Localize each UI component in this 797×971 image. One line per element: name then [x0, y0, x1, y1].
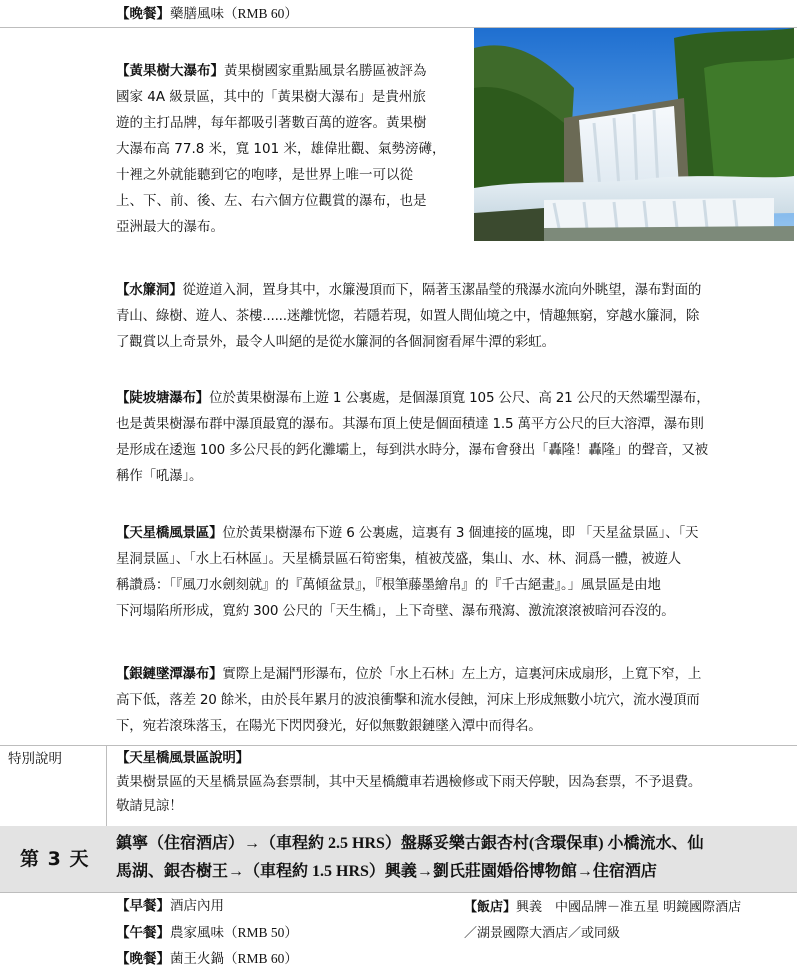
breakfast-value: 酒店內用: [170, 898, 224, 914]
row-divider: [0, 892, 797, 893]
hotel-line2: ／湖景國際大酒店／或同級: [464, 926, 621, 941]
hotel-line1: 興義 中國品牌－准五星 明鏡國際酒店: [516, 900, 742, 915]
text-line: 十裡之外就能聽到它的咆哮，是世界上唯一可以從: [116, 167, 413, 183]
text-line: 大瀑布高 77.8 米，寬 101 米，雄偉壯觀、氣勢滂礡，: [116, 141, 446, 157]
text-line: 稱讚爲：「『風刀水劍刻就』的『萬傾盆景』，『根筆藤墨繪帛』的『千古絕畫』。」風景區是由地: [116, 577, 661, 593]
text-line: 從遊道入洞，置身其中，水簾漫頂而下，隔著玉潔晶瑩的飛瀑水流向外眺望，瀑布對面的: [182, 282, 702, 298]
doupotang-paragraph: [116, 385, 792, 489]
text-line: 黃果樹國家重點風景名勝區被評為: [224, 63, 427, 79]
yinlianzhuitan-title: 【銀鏈墜潭瀑布】: [116, 666, 223, 682]
huangguoshu-title: 【黃果樹大瀑布】: [116, 63, 224, 79]
doupotang-title: 【陡坡塘瀑布】: [116, 390, 210, 406]
dinner-row: [116, 947, 298, 971]
special-note-content: [116, 746, 792, 818]
route-line: 鎮寧（住宿酒店）→（車程約 2.5 HRS）盤縣妥樂古銀杏村(含環保車) 小橋流水、仙: [116, 835, 704, 852]
day3-route: [116, 830, 792, 886]
dinner-label: 【晚餐】: [116, 951, 170, 967]
text-line: 遊的主打品牌，每年都吸引著數百萬的遊客。黃果樹: [116, 115, 427, 131]
huangguoshu-waterfall-photo: [474, 28, 794, 241]
tianxingqiao-title: 【天星橋風景區】: [116, 525, 223, 541]
text-line: 實際上是漏鬥形瀑布，位於「水上石林」左上方，這裏河床成扇形，上寬下窄，上: [222, 666, 702, 682]
breakfast-label: 【早餐】: [116, 898, 170, 914]
hotel-info: [464, 895, 741, 947]
text-line: 稱作「吼瀑」。: [116, 468, 203, 484]
text-line: 星洞景區」、「水上石林區」。天星橋景區石筍密集，植被茂盛，集山、水、林、洞爲一體，被遊人: [116, 551, 681, 567]
text-line: 下河塌陷所形成，寬約 300 公尺的「天生橋」，上下奇壁、瀑布飛瀉、激流滾滾被暗河吞沒的。: [116, 603, 675, 619]
lunch-label: 【午餐】: [116, 925, 170, 941]
lunch-row: [116, 921, 298, 945]
text-line: 位於黃果樹瀑布上遊 1 公裏處，是個瀑頂寬 105 公尺、高 21 公尺的天然壩型瀑布，: [209, 390, 710, 406]
lunch-value: 農家風味（RMB 50）: [170, 925, 298, 940]
dinner-value: 藥膳風味（RMB 60）: [170, 6, 298, 21]
special-note-title: 【天星橋風景區說明】: [116, 750, 249, 766]
text-line: 敬請見諒！: [116, 798, 183, 814]
shuiliandong-paragraph: [116, 277, 792, 355]
column-divider: [106, 745, 107, 826]
shuiliandong-title: 【水簾洞】: [116, 282, 183, 298]
dinner-label: 【晚餐】: [116, 6, 170, 22]
special-note-label: 特別說明: [8, 751, 62, 767]
day3-header-row: [0, 826, 797, 892]
text-line: 位於黃果樹瀑布下遊 6 公裏處，這裏有 3 個連接的區塊，即 「天星盆景區」、「天: [222, 525, 699, 541]
yinlianzhuitan-paragraph: [116, 661, 792, 739]
day3-label: 第 3 天: [20, 848, 90, 870]
breakfast-row: [116, 895, 224, 918]
text-line: 亞洲最大的瀑布。: [116, 219, 224, 235]
route-line: 馬湖、銀杏樹王→（車程約 1.5 HRS）興義→劉氏莊園婚俗博物館→住宿酒店: [116, 863, 657, 880]
text-line: 國家 4A 級景區，其中的「黃果樹大瀑布」是貴州旅: [116, 89, 426, 105]
text-line: 下，宛若滾珠落玉，在陽光下閃閃發光，好似無數銀鏈墜入潭中而得名。: [116, 718, 542, 734]
huangguoshu-paragraph: [116, 58, 466, 240]
text-line: 也是黃果樹瀑布群中瀑頂最寬的瀑布。其瀑布頂上使是個面積達 1.5 萬平方公尺的巨大溶潭，瀑布則: [116, 416, 704, 432]
dinner-value: 菌王火鍋（RMB 60）: [170, 951, 298, 966]
tianxingqiao-paragraph: [116, 520, 792, 624]
text-line: 高下低，落差 20 餘米，由於長年累月的波浪衝擊和流水侵蝕，河床上形成無數小坑穴，流水漫頂而: [116, 692, 700, 708]
text-line: 青山、綠樹、遊人、茶樓......迷離恍惚，若隱若現，如置人間仙境之中，情趣無窮，穿越水簾洞，除: [116, 308, 700, 324]
text-line: 了觀賞以上奇景外，最令人叫絕的是從水簾洞的各個洞窗看犀牛潭的彩虹。: [116, 334, 555, 350]
dinner-row-day2: [116, 2, 298, 26]
hotel-label: 【飯店】: [464, 900, 517, 915]
text-line: 上、下、前、後、左、右六個方位觀賞的瀑布，也是: [116, 193, 427, 209]
text-line: 黃果樹景區的天星橋景區為套票制，其中天星橋纜車若遇檢修或下雨天停駛，因為套票，不予退費。: [116, 774, 702, 790]
text-line: 是形成在逶迤 100 多公尺長的鈣化灘壩上，每到洪水時分，瀑布會發出「轟隆！轟隆」的聲音，又被: [116, 442, 708, 458]
